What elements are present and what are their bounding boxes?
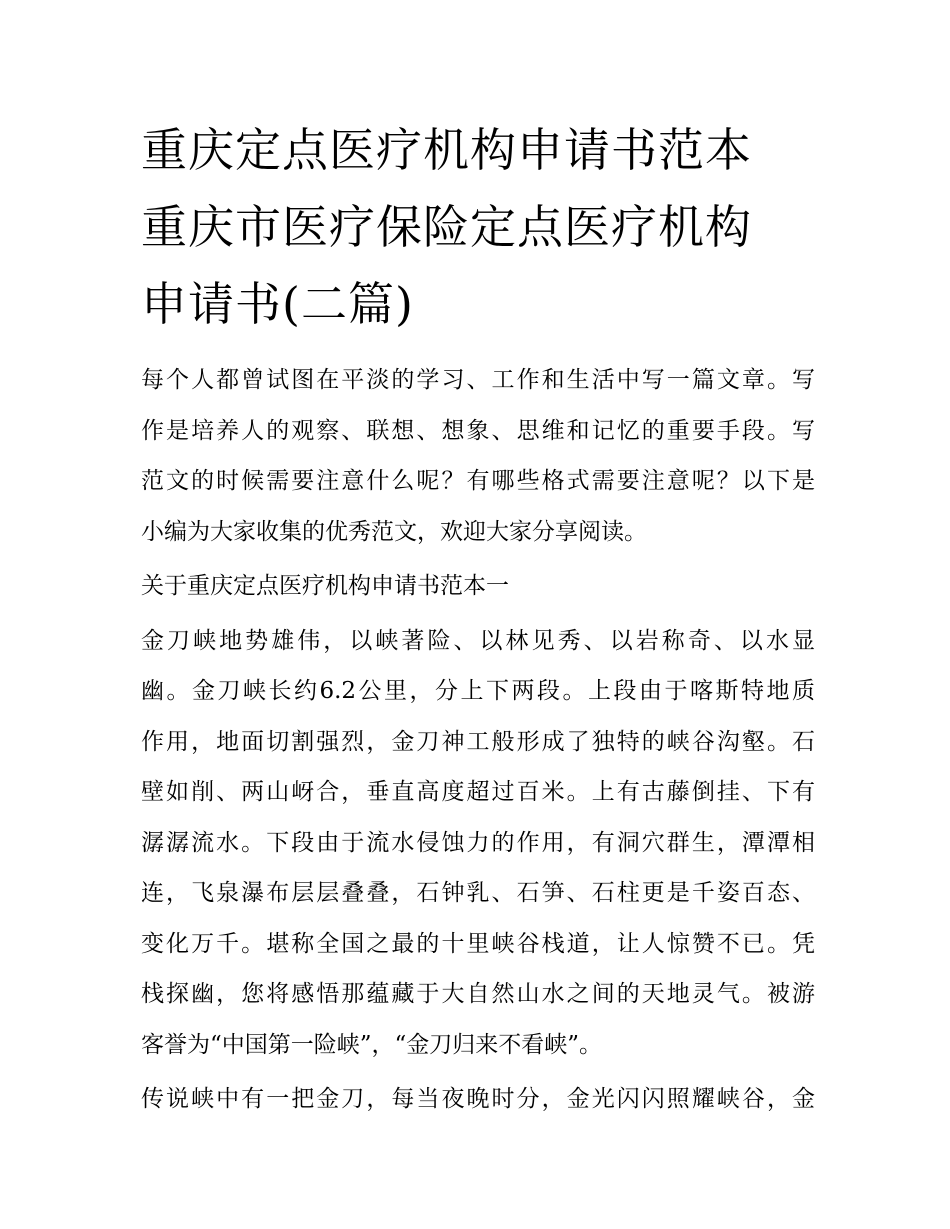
text-line: 每个人都曾试图在平淡的学习、工作和生活中写一篇文章。写 — [141, 367, 815, 393]
section-heading — [141, 561, 815, 612]
text-line: 变化万千。堪称全国之最的十里峡谷栈道，让人惊赞不已。凭 — [141, 930, 815, 957]
intro-paragraph — [141, 355, 815, 557]
document-title — [141, 112, 821, 343]
text-line: 幽。金刀峡长约6.2公里，分上下两段。上段由于喀斯特地质 — [141, 678, 815, 704]
document-body — [141, 355, 815, 1129]
text-line: 潺潺流水。下段由于流水侵蚀力的作用，有洞穴群生，潭潭相 — [141, 829, 815, 856]
text-line: 小编为大家收集的优秀范文，欢迎大家分享阅读。 — [141, 518, 647, 545]
text-line: 客誉为“中国第一险峡”，“金刀归来不看峡”。 — [141, 1031, 603, 1058]
text-line: 传说峡中有一把金刀，每当夜晚时分，金光闪闪照耀峡谷，金 — [141, 1086, 815, 1112]
body-paragraph — [141, 1074, 815, 1125]
text-line: 关于重庆定点医疗机构申请书范本一 — [141, 573, 509, 599]
title-line: 重庆定点医疗机构申请书范本 — [141, 123, 752, 177]
title-line: 重庆市医疗保险定点医疗机构 — [141, 200, 752, 254]
text-line: 金刀峡地势雄伟，以峡著险、以林见秀、以岩称奇、以水显 — [141, 627, 815, 654]
text-line: 栈探幽，您将感悟那蕴藏于大自然山水之间的天地灵气。被游 — [141, 981, 815, 1007]
text-line: 作是培养人的观察、联想、想象、思维和记忆的重要手段。写 — [141, 417, 815, 444]
text-line: 壁如削、两山岈合，垂直高度超过百米。上有古藤倒挂、下有 — [141, 779, 815, 805]
text-line: 范文的时候需要注意什么呢？有哪些格式需要注意呢？以下是 — [141, 468, 815, 494]
body-paragraph — [141, 616, 815, 1071]
title-line: 申请书(二篇) — [141, 277, 414, 331]
text-line: 作用，地面切割强烈，金刀神工般形成了独特的峡谷沟壑。石 — [141, 728, 815, 755]
text-line: 连，飞泉瀑布层层叠叠，石钟乳、石笋、石柱更是千姿百态、 — [141, 880, 815, 906]
